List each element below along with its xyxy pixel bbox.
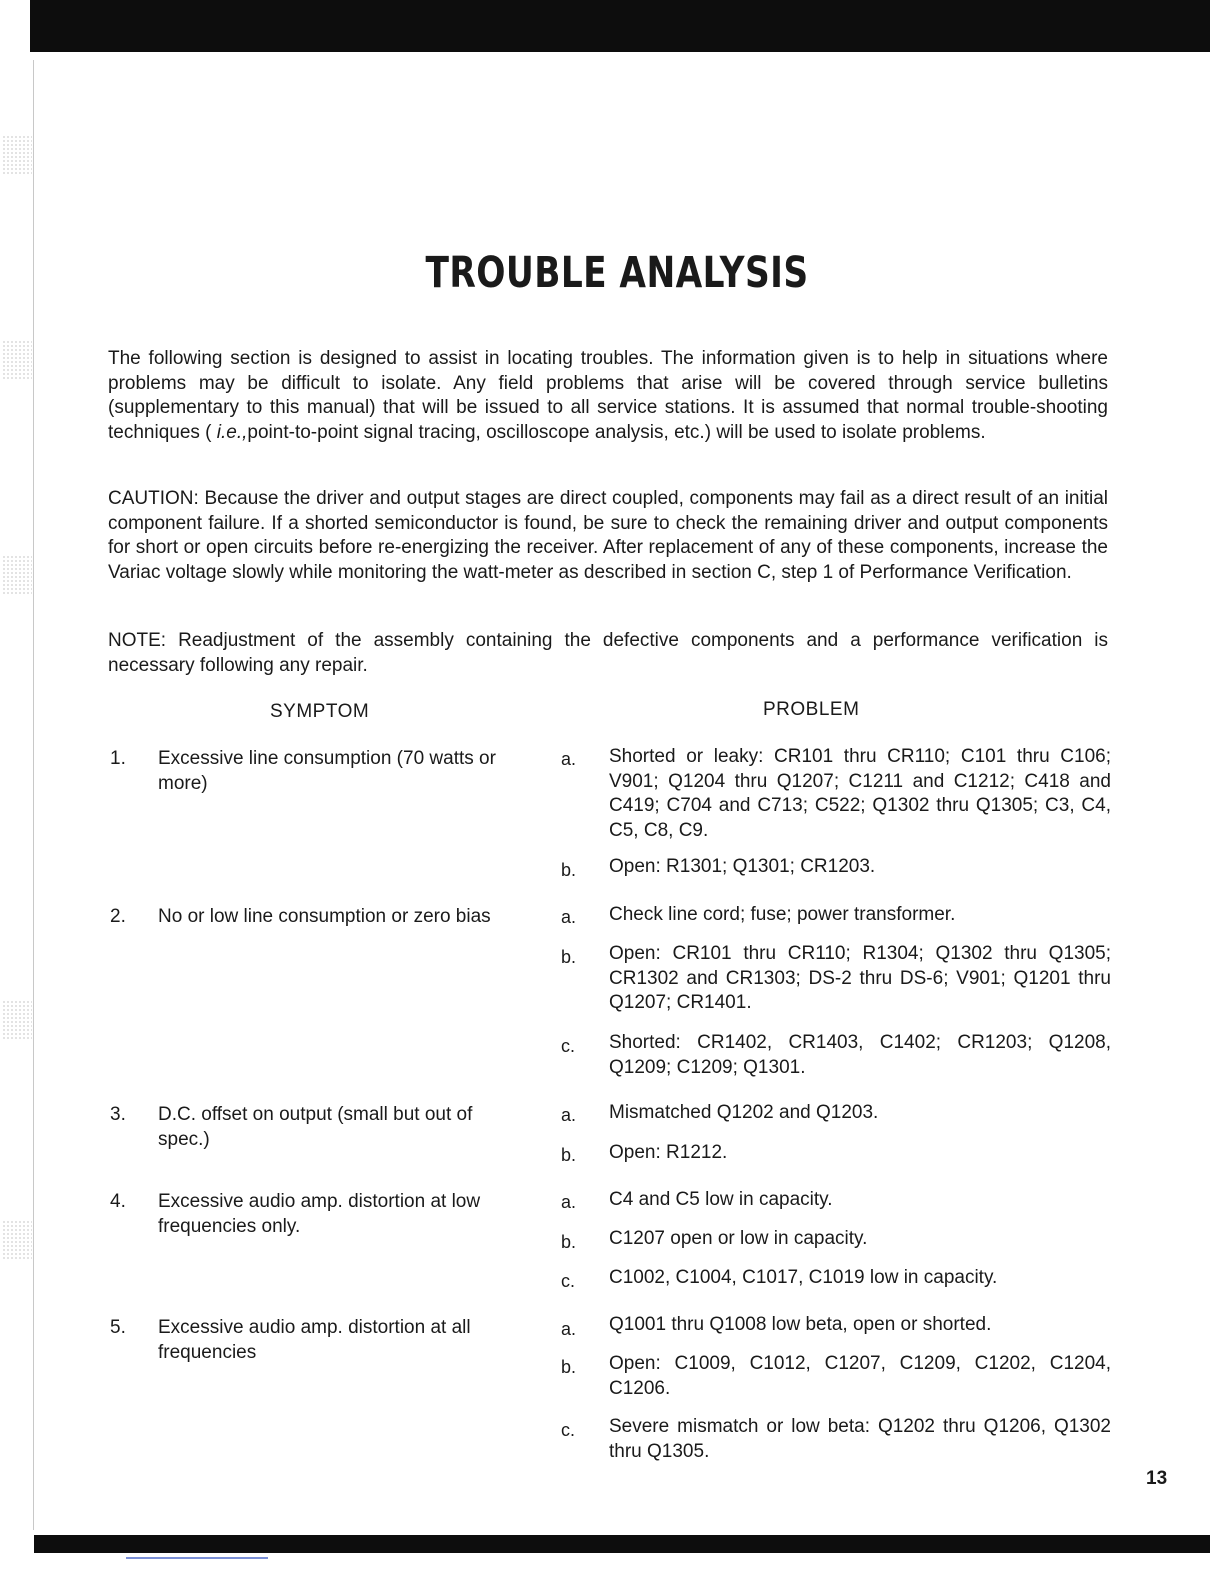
problem-letter: a. [561,1319,577,1339]
page-title: TROUBLE ANALYSIS [425,248,809,298]
blue-rule [126,1557,268,1559]
problem-text: Mismatched Q1202 and Q1203. [609,1102,879,1123]
problem-letter: b. [561,1145,577,1165]
problem-letter: c. [561,1420,576,1440]
scan-speckle [2,135,32,175]
problem-text: Severe mismatch or low beta: Q1202 thru Q1206, Q1302 thru Q1305. [609,1416,1111,1462]
symptom-header: SYMPTOM [270,701,370,722]
problem-letter: a. [561,749,577,769]
scan-speckle [2,555,32,595]
problem-text: C4 and C5 low in capacity. [609,1189,833,1210]
intro-italic: i.e., [216,421,248,443]
bottom-black-bar [34,1535,1210,1553]
symptom-number: 1. [110,748,126,769]
scan-speckle [2,1220,32,1260]
symptom-number: 2. [110,906,126,927]
symptom-number: 4. [110,1191,126,1212]
problem-letter: c. [561,1271,576,1291]
symptom-number: 3. [110,1104,126,1125]
intro-text-end: point-to-point signal tracing, oscilloscope analysis, etc.) will be used to isolate problems. [247,421,986,443]
symptom-text: Excessive line consumption (70 watts or more) [158,748,496,794]
symptom-text: No or low line consumption or zero bias [158,906,491,927]
problem-text: Open: R1301; Q1301; CR1203. [609,856,876,877]
top-black-bar [30,0,1210,52]
problem-text: Open: R1212. [609,1142,728,1163]
scan-speckle [2,1000,32,1040]
problem-letter: a. [561,1105,577,1125]
scan-speckle [2,340,32,380]
problem-letter: c. [561,1036,576,1056]
problem-letter: b. [561,1232,577,1252]
problem-letter: b. [561,860,577,880]
symptom-text: Excessive audio amp. distortion at low frequencies only. [158,1191,481,1237]
intro-text: The following section is designed to assist in locating troubles. The information given is to help in situations where problems may be difficult to isolate. Any field problems that arise will be covered through service bulletins (supplementary to this manual) that will be issued to all service stations. It is assumed that normal trouble-shooting techniques ( [108,348,1108,443]
problem-letter: b. [561,1357,577,1377]
problem-text: Shorted: CR1402, CR1403, C1402; CR1203; Q1208, Q1209; C1209; Q1301. [609,1032,1111,1078]
problem-text: C1002, C1004, C1017, C1019 low in capacity. [609,1267,998,1288]
page-number: 13 [1146,1468,1168,1489]
intro-paragraph [108,347,1108,445]
problem-letter: a. [561,1192,577,1212]
note-paragraph: NOTE: Readjustment of the assembly containing the defective components and a performance verification is necessary following any repair. [108,630,1108,676]
symptom-number: 5. [110,1317,126,1338]
problem-text: Q1001 thru Q1008 low beta, open or shorted. [609,1314,992,1335]
problem-header: PROBLEM [763,699,860,720]
problem-text: Shorted or leaky: CR101 thru CR110; C101 thru C106; V901; Q1204 thru Q1207; C1211 and C1212; C418 and C419; C704 and C713; C522; Q1302 thru Q1305; C3, C4, C5, C8, C9. [609,746,1111,841]
caution-paragraph: CAUTION: Because the driver and output stages are direct coupled, components may fail as a direct result of an initial component failure. If a shorted semiconductor is found, be sure to check the remaining driver and output components for short or open circuits before re-energizing the receiver. After replacement of any of these components, increase the Variac voltage slowly while monitoring the watt-meter as described in section C, step 1 of Performance Verification. [108,488,1108,583]
problem-text: Check line cord; fuse; power transformer. [609,904,956,925]
problem-letter: a. [561,907,577,927]
symptom-text: Excessive audio amp. distortion at all frequencies [158,1317,471,1363]
symptom-text: D.C. offset on output (small but out of spec.) [158,1104,473,1150]
problem-text: C1207 open or low in capacity. [609,1228,868,1249]
problem-text: Open: CR101 thru CR110; R1304; Q1302 thru Q1305; CR1302 and CR1303; DS-2 thru DS-6; V901; Q1201 thru Q1207; CR1401. [609,943,1111,1013]
margin-line [33,60,34,1530]
problem-letter: b. [561,947,577,967]
problem-text: Open: C1009, C1012, C1207, C1209, C1202, C1204, C1206. [609,1353,1111,1399]
